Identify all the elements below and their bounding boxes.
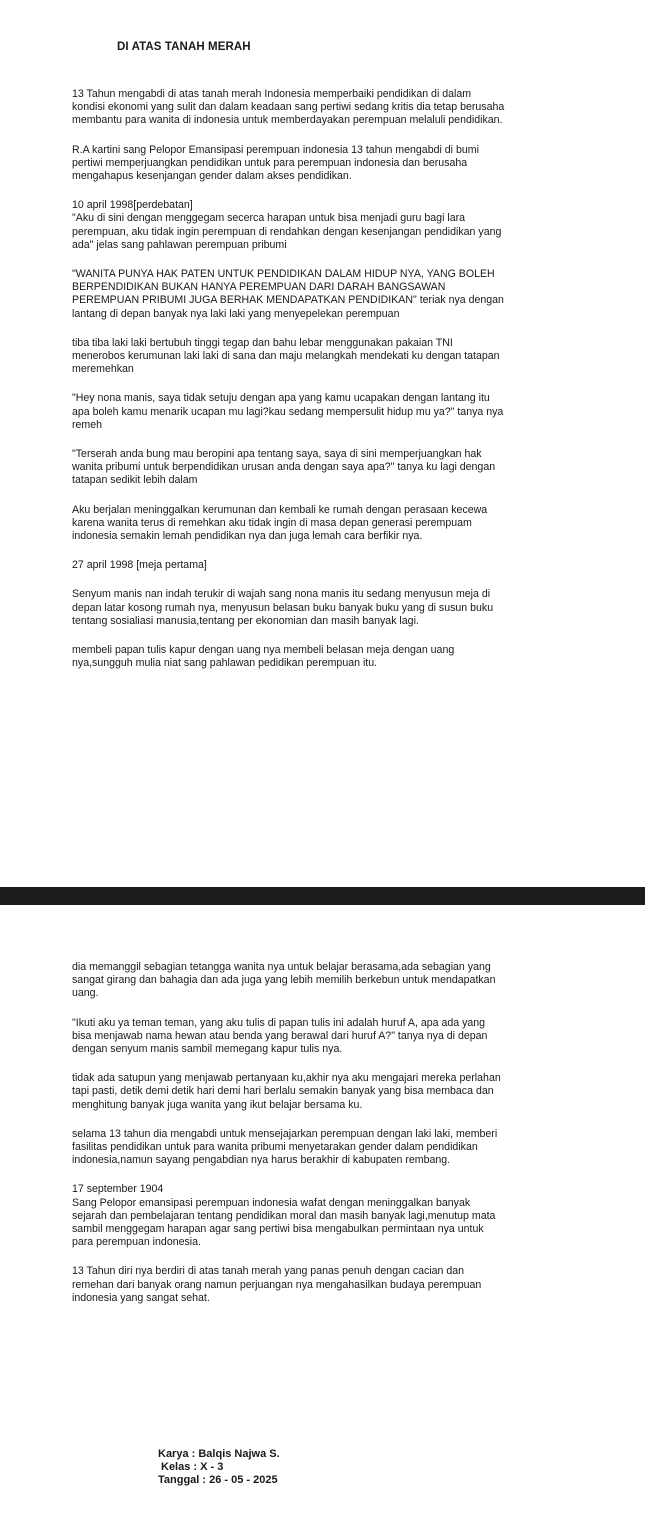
date-line: Tanggal : 26 - 05 - 2025 xyxy=(158,1474,278,1486)
paragraph: Aku berjalan meninggalkan kerumunan dan kembali ke rumah dengan perasaan kecewa karena wanita terus di remehkan aku tidak ingin di masa depan generasi perempuam indonesia semakin lemah pendidikan nya dan juga lemah cara berfikir nya. xyxy=(72,503,488,543)
paragraph: dia memanggil sebagian tetangga wanita nya untuk belajar berasama,ada sebagian yang sangat girang dan bahagia dan ada juga yang lebih memilih berkebun untuk mendapatkan uang. xyxy=(72,961,496,1000)
signature-block xyxy=(158,1448,280,1487)
paragraph: membeli papan tulis kapur dengan uang nya membeli belasan meja dengan uang nya,sungguh mulia niat sang pahlawan pedidikan perempuan itu. xyxy=(72,644,455,670)
paragraph: tidak ada satupun yang menjawab pertanyaan ku,akhir nya aku mengajari mereka perlahan tapi pasti, detik demi detik hari demi hari berlalu semakin banyak yang bisa membaca dan menghitung banyak juga wanita yang ikut belajar bersama ku. xyxy=(72,1072,501,1111)
paragraph: 13 Tahun diri nya berdiri di atas tanah merah yang panas penuh dengan cacian dan remehan dari banyak orang namun perjuangan nya mengahasilkan budaya perempuan indonesia yang sangat sehat. xyxy=(72,1265,482,1304)
page-2-body xyxy=(72,961,572,1305)
paragraph: 13 Tahun mengabdi di atas tanah merah Indonesia memperbaiki pendidikan di dalam kondisi ekonomi yang sulit dan dalam keadaan sang pertiwi sedang kritis dia tetap berusaha membantu para wanita di indonesia untuk memberdayakan perempuan melaluli pendidikan. xyxy=(72,88,505,127)
paragraph: 27 april 1998 [meja pertama] xyxy=(72,559,207,572)
class-line: Kelas : X - 3 xyxy=(161,1461,224,1473)
paragraph: "Hey nona manis, saya tidak setuju dengan apa yang kamu ucapakan dengan lantang itu apa boleh kamu menarik ucapan mu lagi?kau sedang mempersulit hidup mu ya?" tanya nya remeh xyxy=(72,392,504,431)
paragraph: 17 september 1904 Sang Pelopor emansipasi perempuan indonesia wafat dengan meninggalkan banyak sejarah dan pembelajaran tentang pendidikan moral dan masih banyak lagi,menutup mata sambil menggegam harapan agar sang pertiwi bisa mengabulkan permintaan nya untuk para perempuan indonesia. xyxy=(72,1183,496,1249)
document-page-2 xyxy=(0,905,645,1520)
paragraph: tiba tiba laki laki bertubuh tinggi tegap dan bahu lebar menggunakan pakaian TNI menerobos kerumunan laki laki di sana dan maju melangkah mendekati ku dengan tatapan meremehkan xyxy=(72,336,500,376)
paragraph: "Ikuti aku ya teman teman, yang aku tulis di papan tulis ini adalah huruf A, apa ada yang bisa menjawab nama hewan atau benda yang berawal dari huruf A?" tanya nya di depan dengan senyum manis sambil memegang kapur tulis nya. xyxy=(72,1016,488,1056)
paragraph: Senyum manis nan indah terukir di wajah sang nona manis itu sedang menyusun meja di depan latar kosong rumah nya, menyusun belasan buku banyak buku yang di susun buku tentang sosialiasi manusia,tentang per ekonomian dan masih banyak lagi. xyxy=(72,588,494,627)
paragraph: "Terserah anda bung mau beropini apa tentang saya, saya di sini memperjuangkan hak wanita pribumi untuk berpendidikan urusan anda dengan saya apa?" tanya ku lagi dengan tatapan sedikit lebih dalam xyxy=(72,448,496,487)
paragraph: 10 april 1998[perdebatan] "Aku di sini dengan menggegam secerca harapan untuk bisa menjadi guru bagi lara perempuan, aku tidak ingin perempuan di rendahkan dengan kesenjangan pendidikan yang ada" jelas sang pahlawan perempuan pribumi xyxy=(72,199,502,251)
document-title: DI ATAS TANAH MERAH xyxy=(117,41,251,53)
paragraph: selama 13 tahun dia mengabdi untuk mensejajarkan perempuan dengan laki laki, memberi fasilitas pendidikan untuk para wanita pribumi menyetarakan gender dalam pendidikan indonesia,namun sayang pengabdian nya harus berakhir di kabupaten rembang. xyxy=(72,1127,498,1167)
page-1-body xyxy=(72,88,572,671)
paragraph: R.A kartini sang Pelopor Emansipasi perempuan indonesia 13 tahun mengabdi di bumi pertiwi memperjuangkan pendidikan untuk para perempuan indonesia dan berusaha mengahapus kesenjangan gender dalam akses pendidikan. xyxy=(72,143,479,183)
paragraph: "WANITA PUNYA HAK PATEN UNTUK PENDIDIKAN DALAM HIDUP NYA, YANG BOLEH BERPENDIDIKAN BUKAN HANYA PEREMPUAN DARI DARAH BANGSAWAN PEREMPUAN PRIBUMI JUGA BERHAK MENDAPATKAN PENDIDIKAN" teriak nya dengan lantang di depan banyak nya laki laki yang menyepelekan perempuan xyxy=(72,268,504,320)
page-separator xyxy=(0,887,645,905)
author-line: Karya : Balqis Najwa S. xyxy=(158,1448,280,1460)
